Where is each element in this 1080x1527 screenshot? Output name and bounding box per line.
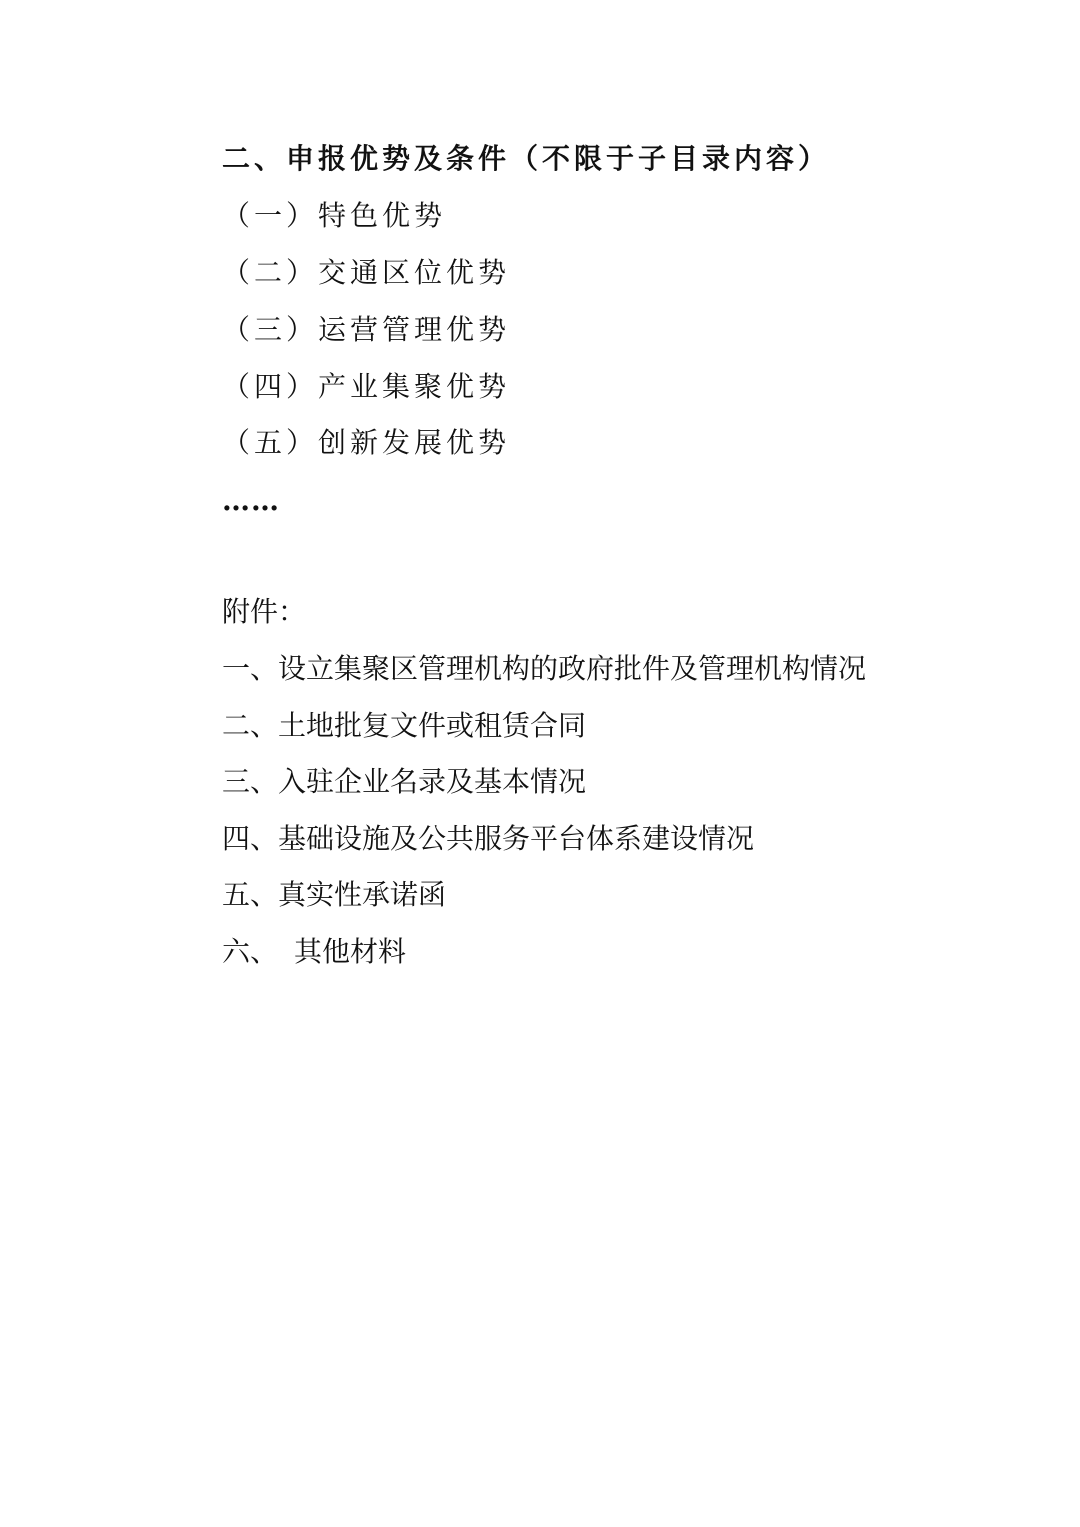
subsection-item-2: （二）交通区位优势	[222, 256, 511, 289]
attachment-item-3: 三、入驻企业名录及基本情况	[222, 765, 587, 798]
subsection-item-5: （五）创新发展优势	[222, 426, 511, 459]
attachment-item-6	[222, 934, 406, 970]
section-heading: 二、申报优势及条件（不限于子目录内容）	[222, 142, 831, 175]
subsection-item-4: （四）产业集聚优势	[222, 370, 511, 403]
attachment-item-6-prefix: 六、	[222, 935, 279, 968]
ellipsis: ……	[222, 484, 280, 517]
subsection-item-3: （三）运营管理优势	[222, 313, 511, 346]
attachment-item-4: 四、基础设施及公共服务平台体系建设情况	[222, 822, 755, 855]
subsection-item-1: （一）特色优势	[222, 199, 447, 232]
attachment-item-6-text: 其他材料	[294, 935, 407, 968]
attachment-item-1: 一、设立集聚区管理机构的政府批件及管理机构情况	[222, 652, 867, 685]
attachment-item-5: 五、真实性承诺函	[222, 878, 447, 911]
attachments-label: 附件：	[222, 595, 307, 628]
attachment-item-2: 二、土地批复文件或租赁合同	[222, 709, 587, 742]
